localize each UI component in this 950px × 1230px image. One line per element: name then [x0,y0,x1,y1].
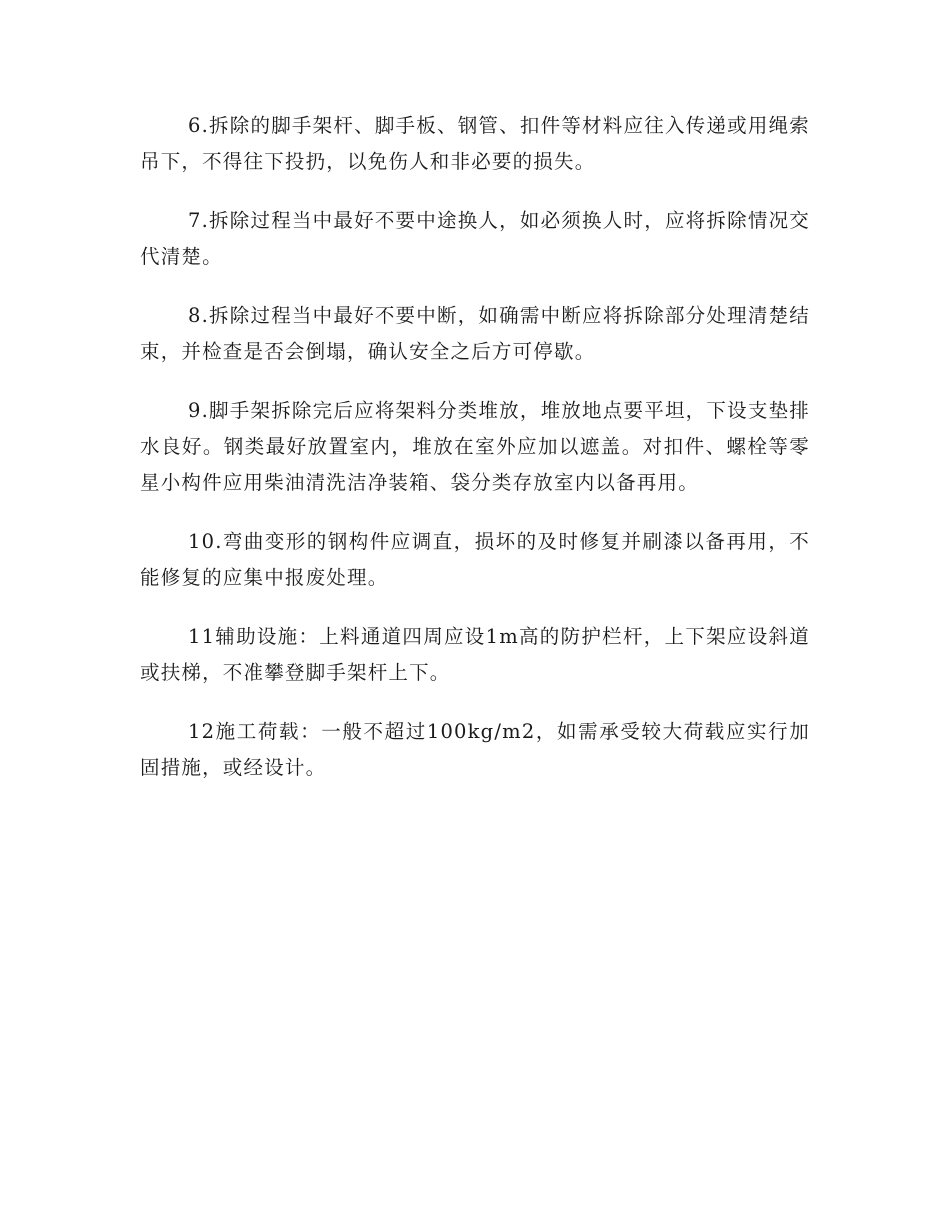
paragraph-item-7: 7.拆除过程当中最好不要中途换人，如必须换人时，应将拆除情况交代清楚。 [140,209,810,268]
paragraph-item-11: 11辅助设施：上料通道四周应设1m高的防护栏杆，上下架应设斜道或扶梯，不准攀登脚手架杆上下。 [140,625,810,684]
paragraph-item-10: 10.弯曲变形的钢构件应调直，损坏的及时修复并刷漆以备再用，不能修复的应集中报废处理。 [140,530,810,589]
paragraph-item-8: 8.拆除过程当中最好不要中断，如确需中断应将拆除部分处理清楚结束，并检查是否会倒塌，确认安全之后方可停歇。 [140,304,810,363]
paragraph-item-9: 9.脚手架拆除完后应将架料分类堆放，堆放地点要平坦，下设支垫排水良好。钢类最好放置室内，堆放在室外应加以遮盖。对扣件、螺栓等零星小构件应用柴油清洗洁净装箱、袋分类存放室内以备再用。 [140,399,810,494]
document-body [140,108,810,809]
paragraph-item-12: 12施工荷载：一般不超过100kg/m2，如需承受较大荷载应实行加固措施，或经设计。 [140,720,810,779]
paragraph-item-6: 6.拆除的脚手架杆、脚手板、钢管、扣件等材料应往入传递或用绳索吊下，不得往下投扔，以免伤人和非必要的损失。 [140,114,810,173]
